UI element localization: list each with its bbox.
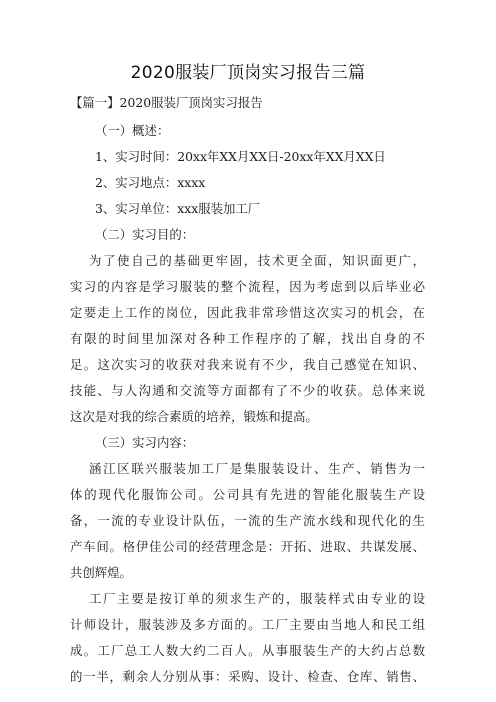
paragraph-line: 定要走上工作的岗位，因此我非常珍惜这次实习的机会，在 — [70, 305, 425, 320]
paragraph-line: 共创辉煌。 — [70, 565, 132, 580]
section-heading-purpose: （二）实习目的： — [95, 227, 195, 242]
paragraph-line: 体的现代化服饰公司。公司具有先进的智能化服装生产设 — [70, 487, 425, 502]
paragraph-line: 工厂主要是按订单的须求生产的，服装样式由专业的设 — [89, 591, 425, 606]
paragraph-line: 涵江区联兴服装加工厂是集服装设计、生产、销售为一 — [89, 461, 425, 476]
paragraph-line: 备，一流的专业设计队伍，一流的生产流水线和现代化的生 — [70, 513, 425, 528]
subheading: 【篇一】2020服装厂顶岗实习报告 — [70, 95, 263, 110]
paragraph-line: 为了使自己的基础更牢固，技术更全面，知识面更广， — [89, 253, 425, 268]
paragraph-line: 的一半，剩余人分别从事：采购、设计、检查、仓库、销售、 — [70, 669, 425, 684]
paragraph-line: 足。这次实习的收获对我来说有不少，我自己感觉在知识、 — [70, 357, 425, 372]
paragraph-line: 这次是对我的综合素质的培养，锻炼和提高。 — [70, 409, 318, 424]
list-item-internship-location: 2、实习地点：xxxx — [95, 175, 206, 190]
paragraph-line: 实习的内容是学习服装的整个流程，因为考虑到以后毕业必 — [70, 279, 425, 294]
document-title: 2020服装厂顶岗实习报告三篇 — [130, 63, 366, 83]
section-heading-content: （三）实习内容： — [95, 435, 195, 450]
paragraph-line: 有限的时间里加深对各种工作程序的了解，找出自身的不 — [70, 331, 425, 346]
list-item-internship-unit: 3、实习单位：xxx服装加工厂 — [95, 201, 261, 216]
paragraph-line: 产车间。格伊佳公司的经营理念是：开拓、进取、共谋发展、 — [70, 539, 425, 554]
paragraph-line: 成。工厂总工人数大约二百人。从事服装生产的大约占总数 — [70, 643, 425, 658]
paragraph-line: 技能、与人沟通和交流等方面都有了不少的收获。总体来说 — [70, 383, 425, 398]
list-item-internship-time: 1、实习时间：20xx年XX月XX日-20xx年XX月XX日 — [95, 149, 386, 164]
section-heading-overview: （一）概述： — [95, 123, 170, 138]
paragraph-line: 计师设计，服装涉及多方面的。工厂主要由当地人和民工组 — [70, 617, 425, 632]
